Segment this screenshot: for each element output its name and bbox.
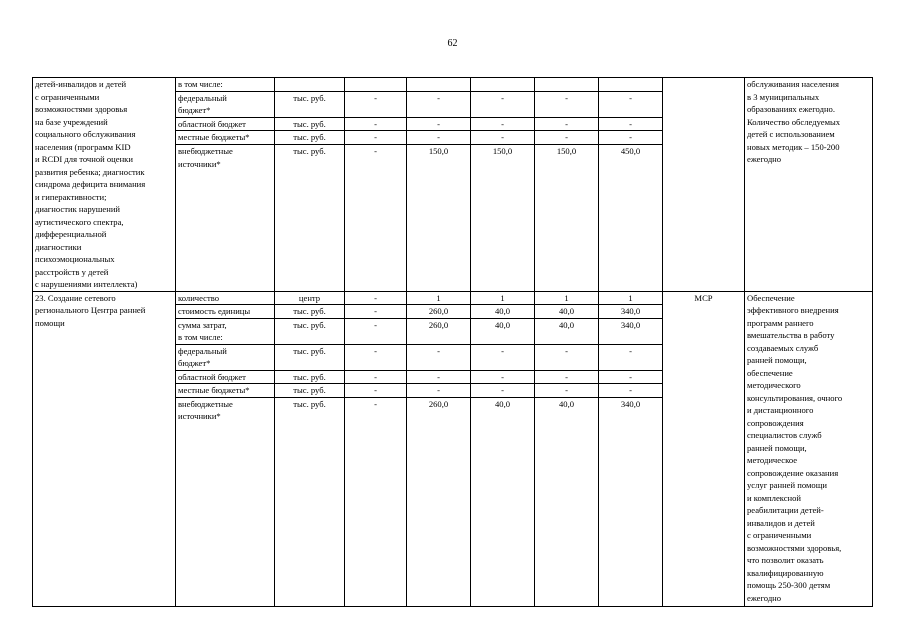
value-cell: - xyxy=(345,305,407,319)
row-label: внебюджетные источники* xyxy=(176,145,275,291)
value-cell: - xyxy=(471,344,535,370)
value-cell: 1 xyxy=(599,291,663,305)
value-cell: - xyxy=(407,370,471,384)
value-cell: - xyxy=(535,131,599,145)
value-cell: - xyxy=(471,91,535,117)
value-cell: - xyxy=(345,318,407,344)
unit-cell: тыс. руб. xyxy=(275,305,345,319)
value-cell: - xyxy=(599,91,663,117)
value-cell: - xyxy=(535,117,599,131)
measure-description: детей-инвалидов и детей с ограниченными возможностями здоровья на базе учреждений социального обслуживания населения (программ KID и RCDI для точной оценки развития ребенка; диагностик синдрома дефицита внимания и гиперактивности; диагностик нарушений аутистического спектра, дифференциальной диагностики психоэмоциональных расстройств у детей с нарушениями интеллекта) xyxy=(33,78,176,292)
value-cell: - xyxy=(345,384,407,398)
value-cell: - xyxy=(535,91,599,117)
value-cell: - xyxy=(535,384,599,398)
value-cell: 340,0 xyxy=(599,397,663,606)
value-cell: 40,0 xyxy=(535,305,599,319)
value-cell: 40,0 xyxy=(471,318,535,344)
value-cell: 340,0 xyxy=(599,318,663,344)
value-cell: 260,0 xyxy=(407,305,471,319)
value-cell: - xyxy=(345,117,407,131)
value-cell: - xyxy=(471,370,535,384)
unit-cell: тыс. руб. xyxy=(275,117,345,131)
unit-cell: тыс. руб. xyxy=(275,91,345,117)
unit-cell: тыс. руб. xyxy=(275,318,345,344)
value-cell xyxy=(535,78,599,92)
value-cell: 450,0 xyxy=(599,145,663,291)
row-label: сумма затрат, в том числе: xyxy=(176,318,275,344)
value-cell: - xyxy=(599,370,663,384)
value-cell: - xyxy=(407,91,471,117)
unit-cell: центр xyxy=(275,291,345,305)
value-cell: - xyxy=(599,117,663,131)
unit-cell: тыс. руб. xyxy=(275,131,345,145)
value-cell: 40,0 xyxy=(471,397,535,606)
unit-cell: тыс. руб. xyxy=(275,344,345,370)
value-cell: 40,0 xyxy=(535,318,599,344)
value-cell: 1 xyxy=(535,291,599,305)
value-cell: - xyxy=(407,131,471,145)
value-cell: 1 xyxy=(471,291,535,305)
value-cell xyxy=(471,78,535,92)
value-cell: 1 xyxy=(407,291,471,305)
value-cell: - xyxy=(345,397,407,606)
value-cell: - xyxy=(407,384,471,398)
value-cell: - xyxy=(471,117,535,131)
value-cell: - xyxy=(345,370,407,384)
unit-cell xyxy=(275,78,345,92)
row-label: количество xyxy=(176,291,275,305)
unit-cell: тыс. руб. xyxy=(275,145,345,291)
unit-cell: тыс. руб. xyxy=(275,384,345,398)
executor-cell xyxy=(663,78,745,292)
value-cell xyxy=(345,78,407,92)
value-cell: 40,0 xyxy=(535,397,599,606)
unit-cell: тыс. руб. xyxy=(275,370,345,384)
value-cell: - xyxy=(345,131,407,145)
value-cell: - xyxy=(471,131,535,145)
page-number: 62 xyxy=(447,38,458,49)
value-cell: 340,0 xyxy=(599,305,663,319)
executor-cell: МСР xyxy=(663,291,745,606)
row-label: федеральный бюджет* xyxy=(176,91,275,117)
value-cell: 260,0 xyxy=(407,397,471,606)
program-table xyxy=(32,77,873,607)
value-cell: - xyxy=(407,344,471,370)
row-label: местные бюджеты* xyxy=(176,384,275,398)
value-cell: - xyxy=(345,91,407,117)
value-cell: 40,0 xyxy=(471,305,535,319)
row-label: областной бюджет xyxy=(176,370,275,384)
value-cell: - xyxy=(407,117,471,131)
value-cell xyxy=(599,78,663,92)
row-label: областной бюджет xyxy=(176,117,275,131)
value-cell: 150,0 xyxy=(471,145,535,291)
value-cell: - xyxy=(345,145,407,291)
value-cell: - xyxy=(535,344,599,370)
row-label: внебюджетные источники* xyxy=(176,397,275,606)
row-label: федеральный бюджет* xyxy=(176,344,275,370)
expected-result: Обеспечение эффективного внедрения программ раннего вмешательства в работу создаваемых служб ранней помощи, обеспечение методического консультирования, очного и дистанционного сопровождения специалистов служб ранней помощи, методическое сопровождение оказания услуг ранней помощи и комплексной реабилитации детей- инвалидов и детей с ограниченными возможностями здоровья, что позволит оказать квалифицированную помощь 250-300 детям ежегодно xyxy=(745,291,873,606)
table-row xyxy=(33,291,873,305)
value-cell: - xyxy=(599,131,663,145)
value-cell: - xyxy=(535,370,599,384)
expected-result: обслуживания населения в 3 муниципальных образованиях ежегодно. Количество обследуемых детей с использованием новых методик – 150-200 ежегодно xyxy=(745,78,873,292)
row-label: в том числе: xyxy=(176,78,275,92)
measure-description: 23. Создание сетевого регионального Центра ранней помощи xyxy=(33,291,176,606)
value-cell: - xyxy=(345,344,407,370)
value-cell: 150,0 xyxy=(407,145,471,291)
table-row xyxy=(33,78,873,92)
value-cell xyxy=(407,78,471,92)
value-cell: - xyxy=(599,344,663,370)
value-cell: - xyxy=(599,384,663,398)
row-label: местные бюджеты* xyxy=(176,131,275,145)
value-cell: - xyxy=(471,384,535,398)
row-label: стоимость единицы xyxy=(176,305,275,319)
value-cell: 260,0 xyxy=(407,318,471,344)
unit-cell: тыс. руб. xyxy=(275,397,345,606)
value-cell: 150,0 xyxy=(535,145,599,291)
value-cell: - xyxy=(345,291,407,305)
